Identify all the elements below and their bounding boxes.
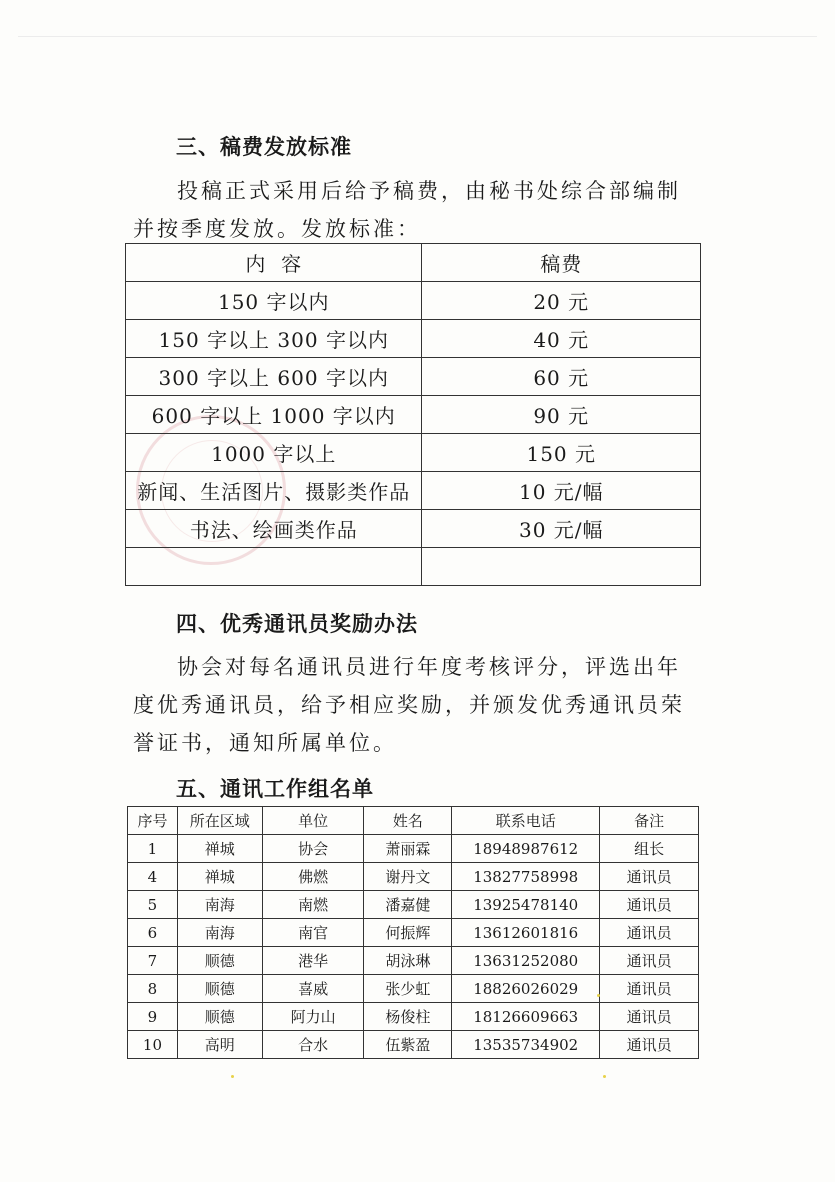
roster-header-index: 序号 [128, 807, 178, 835]
fee-table-header-row [126, 244, 701, 282]
roster-note-cell: 通讯员 [600, 947, 699, 975]
fee-row [126, 510, 701, 548]
roster-row [128, 835, 699, 863]
roster-region-cell: 禅城 [177, 835, 262, 863]
roster-name-cell: 萧丽霖 [364, 835, 452, 863]
roster-row [128, 863, 699, 891]
roster-phone-cell: 13925478140 [452, 891, 600, 919]
roster-unit-cell: 协会 [262, 835, 364, 863]
roster-note-cell: 通讯员 [600, 975, 699, 1003]
roster-header-phone: 联系电话 [452, 807, 600, 835]
fee-content-cell: 150 字以上 300 字以内 [126, 320, 422, 358]
roster-phone-cell: 18948987612 [452, 835, 600, 863]
fee-row [126, 358, 701, 396]
roster-note-cell: 通讯员 [600, 863, 699, 891]
roster-note-cell: 通讯员 [600, 891, 699, 919]
scan-speck [603, 1075, 606, 1078]
fee-content-cell: 150 字以内 [126, 282, 422, 320]
scan-speck [231, 1075, 234, 1078]
roster-unit-cell: 阿力山 [262, 1003, 364, 1031]
roster-index-cell: 9 [128, 1003, 178, 1031]
roster-phone-cell: 18126609663 [452, 1003, 600, 1031]
roster-name-cell: 何振辉 [364, 919, 452, 947]
fee-row [126, 320, 701, 358]
section4-paragraph: 协会对每名通讯员进行年度考核评分，评选出年度优秀通讯员，给予相应奖励，并颁发优秀通讯员荣誉证书，通知所属单位。 [133, 655, 685, 755]
section3-paragraph: 投稿正式采用后给予稿费，由秘书处综合部编制并按季度发放。发放标准： [133, 179, 681, 241]
roster-unit-cell: 南官 [262, 919, 364, 947]
fee-amount-cell: 30 元/幅 [422, 510, 701, 548]
roster-region-cell: 南海 [177, 919, 262, 947]
roster-phone-cell: 13535734902 [452, 1031, 600, 1059]
fee-row [126, 472, 701, 510]
roster-region-cell: 顺德 [177, 947, 262, 975]
roster-phone-cell: 18826026029 [452, 975, 600, 1003]
roster-header-row [128, 807, 699, 835]
roster-region-cell: 禅城 [177, 863, 262, 891]
roster-index-cell: 8 [128, 975, 178, 1003]
roster-unit-cell: 港华 [262, 947, 364, 975]
fee-amount-cell: 10 元/幅 [422, 472, 701, 510]
roster-table [127, 806, 699, 1059]
roster-note-cell: 通讯员 [600, 1003, 699, 1031]
roster-index-cell: 10 [128, 1031, 178, 1059]
fee-header-fee: 稿费 [422, 244, 701, 282]
roster-row [128, 975, 699, 1003]
roster-unit-cell: 合水 [262, 1031, 364, 1059]
fee-amount-cell [422, 548, 701, 586]
roster-index-cell: 4 [128, 863, 178, 891]
roster-name-cell: 谢丹文 [364, 863, 452, 891]
fee-amount-cell: 90 元 [422, 396, 701, 434]
page-top-edge [18, 36, 817, 37]
roster-region-cell: 高明 [177, 1031, 262, 1059]
roster-phone-cell: 13612601816 [452, 919, 600, 947]
roster-name-cell: 潘嘉健 [364, 891, 452, 919]
roster-phone-cell: 13827758998 [452, 863, 600, 891]
roster-unit-cell: 佛燃 [262, 863, 364, 891]
fee-amount-cell: 20 元 [422, 282, 701, 320]
fee-amount-cell: 150 元 [422, 434, 701, 472]
roster-header-note: 备注 [600, 807, 699, 835]
fee-content-cell: 300 字以上 600 字以内 [126, 358, 422, 396]
scan-speck [597, 994, 600, 997]
roster-row [128, 891, 699, 919]
fee-table [125, 243, 701, 586]
roster-name-cell: 胡泳琳 [364, 947, 452, 975]
roster-row [128, 947, 699, 975]
section5-heading: 五、通讯工作组名单 [176, 777, 374, 801]
roster-name-cell: 伍紫盈 [364, 1031, 452, 1059]
fee-row [126, 396, 701, 434]
roster-row [128, 1031, 699, 1059]
roster-header-region: 所在区域 [177, 807, 262, 835]
roster-index-cell: 1 [128, 835, 178, 863]
section4-heading: 四、优秀通讯员奖励办法 [176, 612, 418, 636]
roster-row [128, 1003, 699, 1031]
roster-header-unit: 单位 [262, 807, 364, 835]
roster-unit-cell: 南燃 [262, 891, 364, 919]
fee-amount-cell: 40 元 [422, 320, 701, 358]
roster-name-cell: 杨俊柱 [364, 1003, 452, 1031]
fee-content-cell: 1000 字以上 [126, 434, 422, 472]
roster-header-name: 姓名 [364, 807, 452, 835]
roster-index-cell: 5 [128, 891, 178, 919]
fee-row-empty [126, 548, 701, 586]
roster-index-cell: 7 [128, 947, 178, 975]
fee-row [126, 434, 701, 472]
fee-row [126, 282, 701, 320]
fee-content-cell: 新闻、生活图片、摄影类作品 [126, 472, 422, 510]
fee-header-content: 内 容 [126, 244, 422, 282]
roster-phone-cell: 13631252080 [452, 947, 600, 975]
roster-note-cell: 通讯员 [600, 1031, 699, 1059]
roster-note-cell: 通讯员 [600, 919, 699, 947]
roster-index-cell: 6 [128, 919, 178, 947]
fee-content-cell: 600 字以上 1000 字以内 [126, 396, 422, 434]
roster-row [128, 919, 699, 947]
roster-region-cell: 顺德 [177, 975, 262, 1003]
section3-heading: 三、稿费发放标准 [176, 135, 352, 159]
fee-content-cell: 书法、绘画类作品 [126, 510, 422, 548]
roster-region-cell: 顺德 [177, 1003, 262, 1031]
roster-name-cell: 张少虹 [364, 975, 452, 1003]
fee-amount-cell: 60 元 [422, 358, 701, 396]
roster-region-cell: 南海 [177, 891, 262, 919]
roster-note-cell: 组长 [600, 835, 699, 863]
fee-content-cell [126, 548, 422, 586]
roster-unit-cell: 喜威 [262, 975, 364, 1003]
